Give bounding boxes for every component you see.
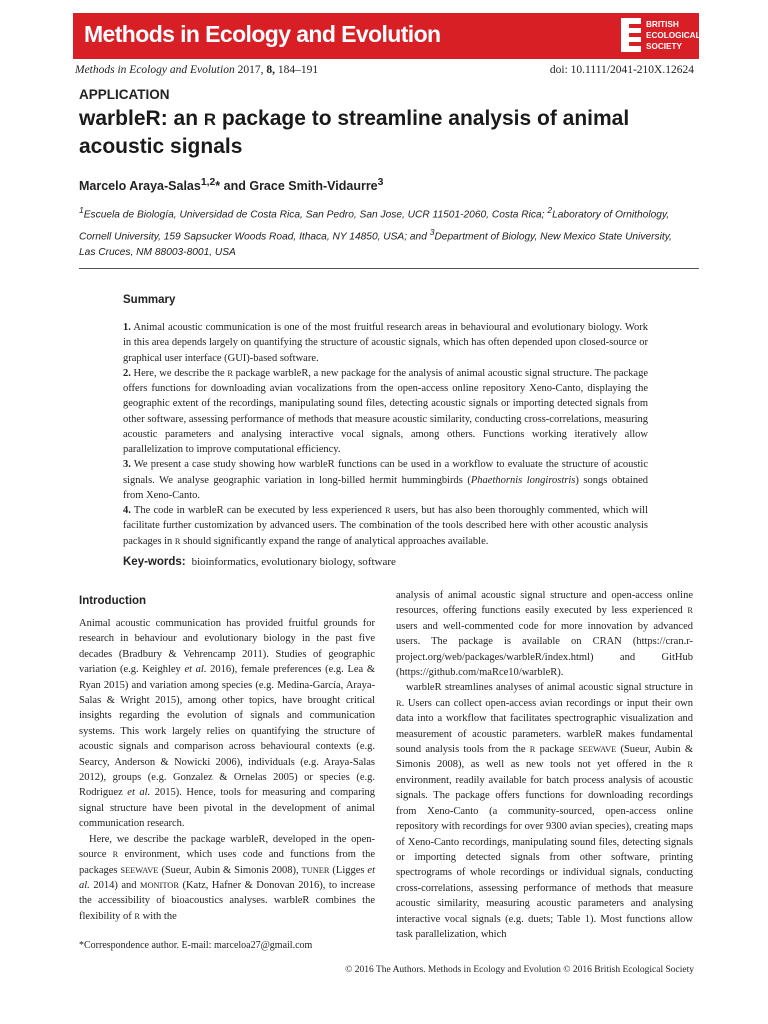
left-column [79, 616, 375, 924]
summary-point-1: 1. Animal acoustic communication is one of the most fruitful research areas in behavioural and evolutionary biology. Work in this area depends largely on quantifying the structure of acoustic signals, which has often depended upon closed-source or graphical user interface (GUI)-based software. [123, 322, 648, 364]
journal-banner [73, 13, 699, 59]
doi: doi: 10.1111/2041-210X.12624 [549, 64, 694, 76]
paragraph: Animal acoustic communication has provided fruitful grounds for research in behaviour and evolutionary biology in the past five decades (Bradbury & Vehrencamp 2011). Studies of geographic variation (e.g. Keighley et al. 2016), female preferences (e.g. Lea & Ryan 2015) and variation among species (e.g. Medina-García, Araya-Salas & Wright 2015), among other topics, have brought critical insights regarding the evolution of signals and communication systems. This work largely relies on quantifying the structure of acoustic signals and comparison across behavioural contexts (e.g. Searcy, Anderson & Nowicki 2006), individuals (e.g. Araya-Salas 2012), groups (e.g. Gonzalez & Ornelas 2005) or species (e.g. Rodriguez et al. 2015). Hence, tools for measuring and comparing signal structure have been pivotal in the development of animal communication research. [79, 618, 376, 830]
society-logo [621, 18, 701, 54]
society-name: BRITISH ECOLOGICAL SOCIETY [646, 20, 701, 51]
citation: Methods in Ecology and Evolution 2017, 8, 184–191 [75, 64, 319, 76]
keywords: Key-words: bioinformatics, evolutionary biology, software [123, 556, 396, 568]
summary-body [123, 320, 648, 549]
summary-heading: Summary [123, 294, 176, 306]
paragraph: Here, we describe the package warbleR, developed in the open-source R environment, which uses code and functions from the packages SEEWAVE (Sueur, Aubin & Simonis 2008), TUNER (Ligges et al. 2014) and MONITOR (Katz, Hafner & Donovan 2016), to increase the accessibility of bioacoustics analyses. warbleR combines the flexibility of R with the [79, 833, 375, 922]
society-logo-icon [621, 18, 641, 52]
authors: Marcelo Araya-Salas$^{1,2}$* and Grace Smith-Vidaurre$^3$ [79, 177, 384, 194]
summary-point-3: 3. We present a case study showing how warbleR functions can be used in a workflow to evaluate the structure of acoustic signals. We analyse geographic variation in long-billed hermit hummingbirds (Phaethornis longirostris) songs obtained from Xeno-Canto. [123, 459, 648, 501]
summary-point-4: 4. The code in warbleR can be executed by less experienced R users, but has also been thoroughly commented, which will facilitate further customization by advanced users. The combination of the tools described here with other acoustic analysis packages in R should significantly expand the range of analytical approaches available. [123, 505, 648, 547]
article-type: APPLICATION [79, 87, 170, 102]
journal-name: Methods in Ecology and Evolution [84, 21, 441, 47]
summary-point-2: 2. Here, we describe the R package warbleR, a new package for the analysis of animal acoustic signal structure. The package offers functions for downloading avian vocalizations from the open-access online repository Xeno-Canto, displaying the geographic extent of the recordings, manipulating sound files, detecting acoustic signals or importing detected signals from other software, assessing performance of methods that measure acoustic similarity, conducting cross-correlations, measuring acoustic parameters and analysing interactive vocal signals, among others. Functions working iteratively allow parallelization to improve computational efficiency. [123, 367, 649, 455]
header-divider [79, 268, 699, 269]
intro-heading: Introduction [79, 595, 147, 607]
correspondence-footnote: *Correspondence author. E-mail: marceloa27@gmail.com [79, 940, 313, 951]
copyright: © 2016 The Authors. Methods in Ecology and Evolution © 2016 British Ecological Society [345, 965, 694, 975]
article-title: warbleR: an R package to streamline analysis of animal acoustic signals [79, 107, 630, 158]
right-column [396, 588, 693, 942]
paragraph: warbleR streamlines analyses of animal acoustic signal structure in R. Users can collect open-access avian recordings or input their own data into a workflow that facilitates spectrographic visualization and measurement of acoustic parameters. warbleR makes fundamental sound analysis tools from the R package SEEWAVE (Sueur, Aubin & Simonis 2008), as well as new tools not yet offered in the R environment, readily available for batch process analysis of acoustic signals. The package offers functions for downloading recordings from Xeno-Canto (a community-sourced, open-access online repository with recordings for over 9300 avian species), creating maps of Xeno-Canto recordings, manipulating sound files, detecting signals or importing detected signals from other software, printing spectrograms of whole recordings or individual signals, conducting cross-correlations, assessing performance of methods that measure acoustic similarity, measuring acoustic parameters and analysing interactive vocal signals (e.g. duets; Table 1). Most functions allow task parallelization, which [396, 682, 693, 940]
paragraph: analysis of animal acoustic signal structure and open-access online resources, offering functions easily executed by less experienced R users and well-commented code for more innovation by advanced users. The package is available on CRAN (https://cran.r-project.org/web/packages/warbleR/index.html) and GitHub (https://github.com/maRce10/warbleR). [396, 590, 693, 679]
affiliations: $^1$Escuela de Biología, Universidad de Costa Rica, San Pedro, San Jose, UCR 11501-2060, Costa Rica; $^2$Laboratory of Ornithology, Cornell University, 159 Sapsucker Woods Road, Ithaca, NY 14850, USA; and $^3$Department of Biology, New Mexico State University, Las Cruces, NM 88003-8001, USA [79, 205, 672, 259]
